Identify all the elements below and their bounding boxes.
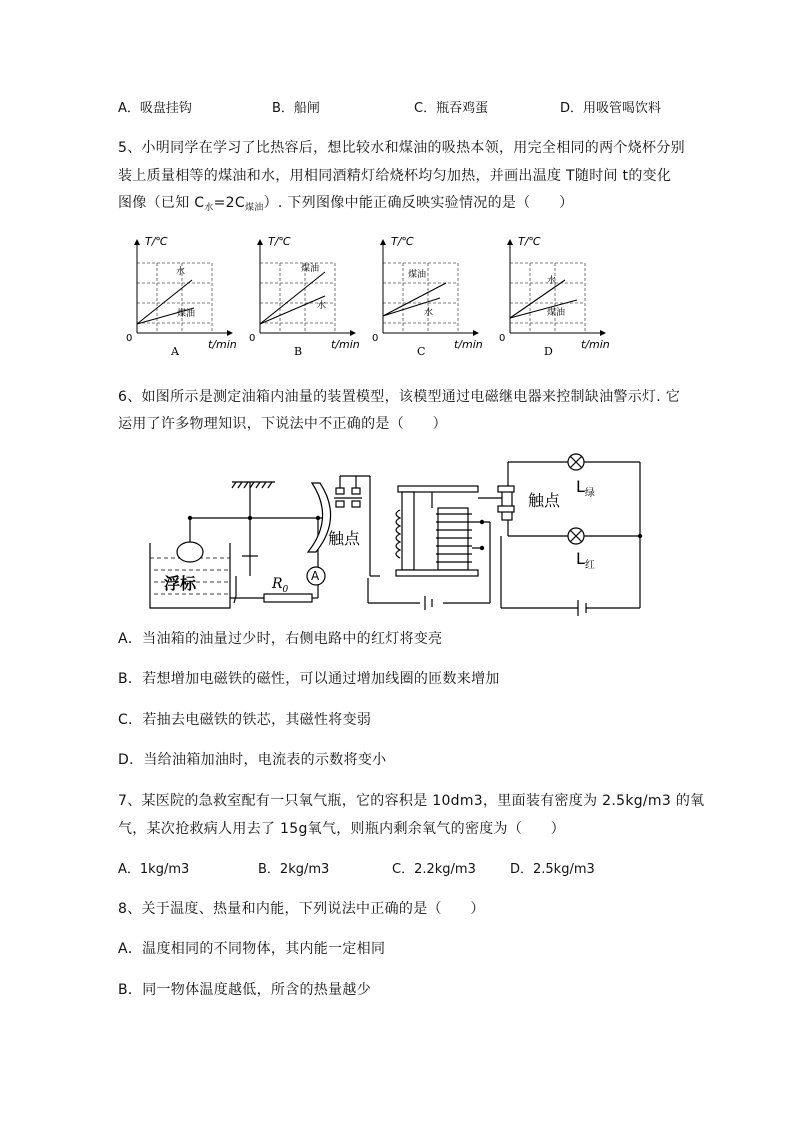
q7-option-c: C．2.2kg/m3 bbox=[392, 862, 476, 877]
q4-option-d: D．用吸管喝饮料 bbox=[560, 101, 662, 116]
contact-label-left: 触点 bbox=[328, 529, 361, 548]
curve-label-lower: 水 bbox=[317, 301, 327, 311]
lamp-green-label: $L_绿$ bbox=[576, 477, 595, 499]
curve-label-lower: 水 bbox=[424, 308, 434, 318]
q4-option-a: A．吸盘挂钩 bbox=[118, 101, 192, 116]
graph-option-label: B bbox=[294, 345, 303, 358]
x-axis-label: t/min bbox=[331, 338, 360, 351]
q5-graph-b bbox=[245, 228, 375, 360]
q8-option-b: B．同一物体温度越低，所含的热量越少 bbox=[118, 982, 372, 998]
q7-option-b: B．2kg/m3 bbox=[258, 862, 330, 877]
curve-label-upper: 水 bbox=[547, 276, 557, 286]
y-axis-label: T/℃ bbox=[391, 235, 414, 248]
q6-stem-line2: 运用了许多物理知识，下说法中不正确的是（ ） bbox=[118, 416, 447, 432]
float-label: 浮标 bbox=[164, 574, 197, 593]
q6-stem-line1: 6、如图所示是测定油箱内油量的装置模型，该模型通过电磁继电器来控制缺油警示灯. 它 bbox=[118, 389, 681, 405]
q5-graph-d bbox=[495, 228, 625, 360]
x-axis-label: t/min bbox=[581, 338, 610, 351]
x-axis-label: t/min bbox=[454, 338, 483, 351]
curve-label-upper: 煤油 bbox=[301, 264, 320, 274]
contact-label-right: 触点 bbox=[528, 491, 561, 510]
q7-option-a: A．1kg/m3 bbox=[118, 862, 190, 877]
curve-label-lower: 煤油 bbox=[177, 309, 196, 319]
graph-option-label: A bbox=[171, 345, 179, 358]
origin-label: 0 bbox=[249, 333, 256, 344]
curve-label-lower: 煤油 bbox=[547, 308, 566, 318]
q5-graph-a bbox=[122, 228, 252, 360]
relay-circuit-diagram bbox=[140, 448, 660, 620]
curve-label-upper: 水 bbox=[176, 267, 186, 277]
q6-option-b: B．若想增加电磁铁的磁性，可以通过增加线圈的匝数来增加 bbox=[118, 671, 500, 687]
origin-label: 0 bbox=[499, 333, 506, 344]
q6-option-a: A．当油箱的油量过少时，右侧电路中的红灯将变亮 bbox=[118, 631, 443, 647]
lamp-red-label: $L_红$ bbox=[576, 549, 595, 571]
graph-option-label: C bbox=[417, 345, 426, 358]
q5-stem-line3: 图像（已知 $C_水=2C_{煤油}$）. 下列图像中能正确反映实验情况的是（ ） bbox=[118, 195, 574, 213]
q6-option-c: C．若抽去电磁铁的铁芯，其磁性将变弱 bbox=[118, 712, 372, 728]
q8-stem: 8、关于温度、热量和内能，下列说法中正确的是（ ） bbox=[118, 901, 485, 917]
graph-option-label: D bbox=[544, 345, 553, 358]
origin-label: 0 bbox=[372, 333, 379, 344]
q4-option-b: B．船闸 bbox=[272, 101, 320, 116]
resistor-label: $R_0$ bbox=[272, 576, 289, 595]
q5-stem-line1: 5、小明同学在学习了比热容后，想比较水和煤油的吸热本领，用完全相同的两个烧杯分别 bbox=[118, 140, 685, 156]
q7-stem-line1: 7、某医院的急救室配有一只氧气瓶，它的容积是 10dm3，里面装有密度为 2.5kg/m3 的氧 bbox=[118, 793, 705, 809]
q5-graph-c bbox=[368, 228, 498, 360]
origin-label: 0 bbox=[126, 333, 133, 344]
q5-stem-line2: 装上质量相等的煤油和水，用相同酒精灯给烧杯均匀加热，并画出温度 T随时间 t的变化 bbox=[118, 168, 672, 184]
x-axis-label: t/min bbox=[208, 338, 237, 351]
q8-option-a: A．温度相同的不同物体，其内能一定相同 bbox=[118, 941, 386, 957]
q4-option-c: C．瓶吞鸡蛋 bbox=[414, 101, 489, 116]
curve-label-upper: 煤油 bbox=[408, 270, 427, 280]
y-axis-label: T/℃ bbox=[145, 235, 168, 248]
q6-option-d: D．当给油箱加油时，电流表的示数将变小 bbox=[118, 752, 387, 768]
y-axis-label: T/℃ bbox=[268, 235, 291, 248]
q7-stem-line2: 气，某次抢救病人用去了 15g氧气，则瓶内剩余氧气的密度为（ ） bbox=[118, 821, 566, 837]
y-axis-label: T/℃ bbox=[518, 235, 541, 248]
q7-option-d: D．2.5kg/m3 bbox=[510, 862, 595, 877]
ammeter-label: A bbox=[311, 569, 320, 583]
